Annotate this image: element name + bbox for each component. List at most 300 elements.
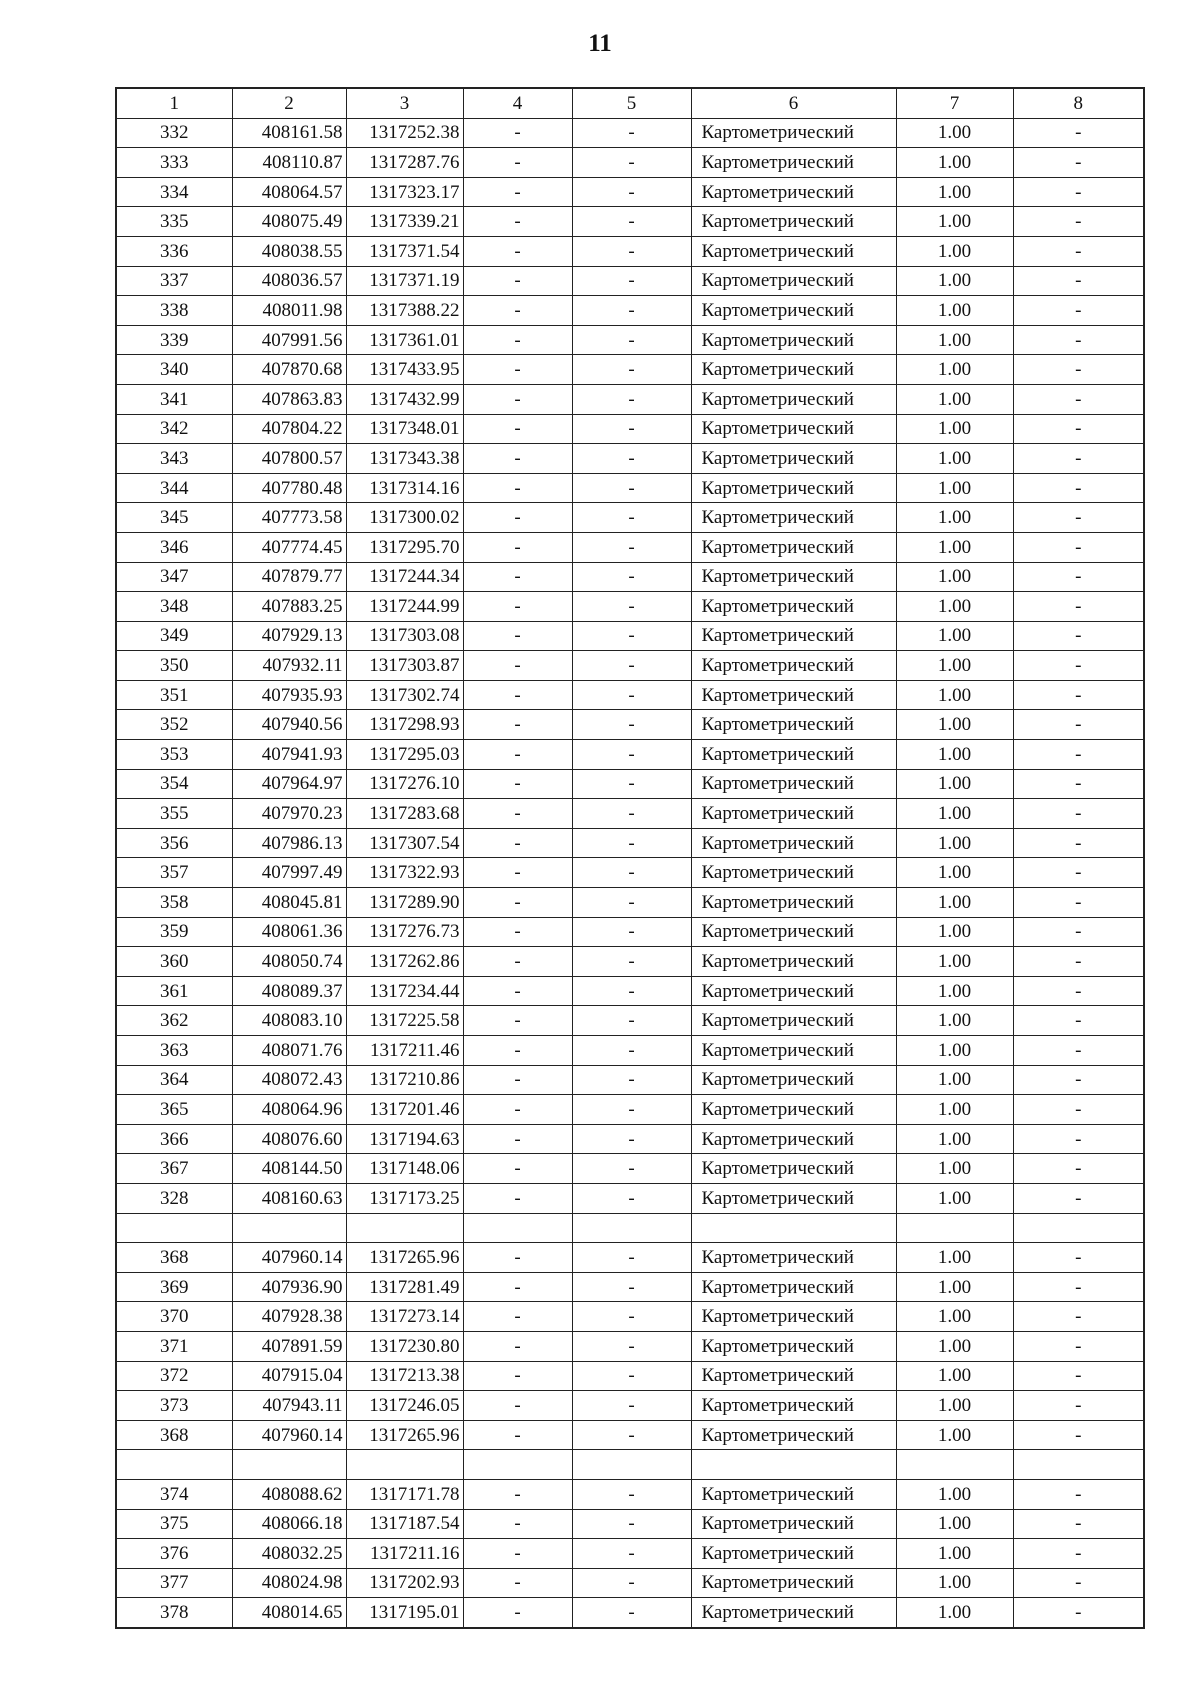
col4-value-cell: -: [463, 444, 572, 474]
accuracy-cell: 1.00: [896, 473, 1013, 503]
col8-value-cell: -: [1013, 888, 1144, 918]
col5-value-cell: -: [572, 1154, 691, 1184]
method-cell: Картометрический: [691, 621, 896, 651]
y-coordinate-cell: 1317234.44: [346, 976, 463, 1006]
point-number-cell: 351: [116, 680, 232, 710]
y-coordinate-cell: 1317244.99: [346, 592, 463, 622]
col5-value-cell: -: [572, 1302, 691, 1332]
x-coordinate-cell: 407941.93: [232, 740, 346, 770]
method-cell: Картометрический: [691, 148, 896, 178]
y-coordinate-cell: 1317371.19: [346, 266, 463, 296]
method-cell: Картометрический: [691, 266, 896, 296]
x-coordinate-cell: 408064.96: [232, 1095, 346, 1125]
x-coordinate-cell: 408075.49: [232, 207, 346, 237]
col4-value-cell: -: [463, 1598, 572, 1628]
col8-value-cell: -: [1013, 1006, 1144, 1036]
table-row: [116, 1479, 1144, 1509]
method-cell: Картометрический: [691, 769, 896, 799]
point-number-cell: 371: [116, 1331, 232, 1361]
col8-value-cell: -: [1013, 177, 1144, 207]
method-cell: Картометрический: [691, 680, 896, 710]
col4-value-cell: -: [463, 1331, 572, 1361]
point-number-cell: 346: [116, 532, 232, 562]
col8-value-cell: -: [1013, 1272, 1144, 1302]
point-number-cell: 349: [116, 621, 232, 651]
accuracy-cell: 1.00: [896, 769, 1013, 799]
col5-value-cell: -: [572, 296, 691, 326]
point-number-cell: 365: [116, 1095, 232, 1125]
col5-value-cell: -: [572, 1036, 691, 1066]
accuracy-cell: 1.00: [896, 266, 1013, 296]
col8-value-cell: -: [1013, 355, 1144, 385]
col8-value-cell: -: [1013, 1331, 1144, 1361]
table-row: [116, 236, 1144, 266]
table-row: [116, 799, 1144, 829]
accuracy-cell: 1.00: [896, 325, 1013, 355]
table-row: [116, 473, 1144, 503]
col4-value-cell: -: [463, 1272, 572, 1302]
x-coordinate-cell: 408050.74: [232, 947, 346, 977]
col4-value-cell: -: [463, 1065, 572, 1095]
col4-value-cell: -: [463, 296, 572, 326]
y-coordinate-cell: 1317388.22: [346, 296, 463, 326]
point-number-cell: 334: [116, 177, 232, 207]
table-row: [116, 1302, 1144, 1332]
point-number-cell: 336: [116, 236, 232, 266]
point-number-cell: 347: [116, 562, 232, 592]
table-row: [116, 1568, 1144, 1598]
table-row: [116, 1420, 1144, 1450]
method-cell: Картометрический: [691, 1598, 896, 1628]
x-coordinate-cell: 407940.56: [232, 710, 346, 740]
point-number-cell: 348: [116, 592, 232, 622]
accuracy-cell: 1.00: [896, 207, 1013, 237]
col4-value-cell: -: [463, 769, 572, 799]
table-row: [116, 621, 1144, 651]
point-number-cell: 372: [116, 1361, 232, 1391]
method-cell: Картометрический: [691, 118, 896, 148]
col8-value-cell: -: [1013, 710, 1144, 740]
x-coordinate-cell: 407932.11: [232, 651, 346, 681]
column-header-8: 8: [1013, 88, 1144, 118]
accuracy-cell: 1.00: [896, 1509, 1013, 1539]
x-coordinate-cell: 407915.04: [232, 1361, 346, 1391]
col4-value-cell: -: [463, 207, 572, 237]
col8-value-cell: -: [1013, 592, 1144, 622]
col8-value-cell: -: [1013, 1479, 1144, 1509]
col5-value-cell: -: [572, 444, 691, 474]
method-cell: Картометрический: [691, 1124, 896, 1154]
x-coordinate-cell: 407773.58: [232, 503, 346, 533]
col5-value-cell: -: [572, 799, 691, 829]
col4-value-cell: -: [463, 355, 572, 385]
x-coordinate-cell: [232, 1213, 346, 1243]
table-row: [116, 118, 1144, 148]
y-coordinate-cell: 1317195.01: [346, 1598, 463, 1628]
y-coordinate-cell: 1317371.54: [346, 236, 463, 266]
accuracy-cell: 1.00: [896, 503, 1013, 533]
col8-value-cell: -: [1013, 621, 1144, 651]
col4-value-cell: -: [463, 384, 572, 414]
method-cell: Картометрический: [691, 1036, 896, 1066]
point-number-cell: 374: [116, 1479, 232, 1509]
table-row: [116, 1539, 1144, 1569]
accuracy-cell: 1.00: [896, 1124, 1013, 1154]
col8-value-cell: -: [1013, 1539, 1144, 1569]
accuracy-cell: [896, 1450, 1013, 1480]
col4-value-cell: -: [463, 1036, 572, 1066]
col8-value-cell: -: [1013, 207, 1144, 237]
x-coordinate-cell: 408011.98: [232, 296, 346, 326]
point-number-cell: 370: [116, 1302, 232, 1332]
col8-value-cell: -: [1013, 947, 1144, 977]
accuracy-cell: 1.00: [896, 1361, 1013, 1391]
accuracy-cell: 1.00: [896, 592, 1013, 622]
col4-value-cell: -: [463, 503, 572, 533]
col8-value-cell: -: [1013, 1302, 1144, 1332]
col8-value-cell: -: [1013, 444, 1144, 474]
y-coordinate-cell: 1317302.74: [346, 680, 463, 710]
col4-value-cell: -: [463, 177, 572, 207]
col4-value-cell: -: [463, 266, 572, 296]
col4-value-cell: -: [463, 1568, 572, 1598]
method-cell: Картометрический: [691, 592, 896, 622]
x-coordinate-cell: 408161.58: [232, 118, 346, 148]
table-row: [116, 1243, 1144, 1273]
table-row: [116, 1598, 1144, 1628]
col8-value-cell: -: [1013, 1183, 1144, 1213]
y-coordinate-cell: 1317295.03: [346, 740, 463, 770]
col8-value-cell: -: [1013, 651, 1144, 681]
blank-separator-row: [116, 1213, 1144, 1243]
accuracy-cell: 1.00: [896, 148, 1013, 178]
col8-value-cell: -: [1013, 1598, 1144, 1628]
col8-value-cell: [1013, 1213, 1144, 1243]
point-number-cell: 369: [116, 1272, 232, 1302]
col5-value-cell: -: [572, 414, 691, 444]
y-coordinate-cell: 1317323.17: [346, 177, 463, 207]
x-coordinate-cell: 408071.76: [232, 1036, 346, 1066]
table-row: [116, 976, 1144, 1006]
col4-value-cell: -: [463, 414, 572, 444]
accuracy-cell: 1.00: [896, 532, 1013, 562]
col5-value-cell: [572, 1450, 691, 1480]
table-row: [116, 1036, 1144, 1066]
method-cell: Картометрический: [691, 236, 896, 266]
point-number-cell: 366: [116, 1124, 232, 1154]
col5-value-cell: -: [572, 118, 691, 148]
x-coordinate-cell: 407928.38: [232, 1302, 346, 1332]
x-coordinate-cell: 407936.90: [232, 1272, 346, 1302]
col4-value-cell: -: [463, 473, 572, 503]
point-number-cell: 377: [116, 1568, 232, 1598]
accuracy-cell: 1.00: [896, 1036, 1013, 1066]
x-coordinate-cell: 407991.56: [232, 325, 346, 355]
column-header-1: 1: [116, 88, 232, 118]
method-cell: Картометрический: [691, 503, 896, 533]
col8-value-cell: -: [1013, 1243, 1144, 1273]
table-row: [116, 769, 1144, 799]
table-row: [116, 414, 1144, 444]
method-cell: Картометрический: [691, 799, 896, 829]
table-row: [116, 1272, 1144, 1302]
method-cell: Картометрический: [691, 1331, 896, 1361]
col8-value-cell: -: [1013, 236, 1144, 266]
method-cell: Картометрический: [691, 532, 896, 562]
x-coordinate-cell: 408036.57: [232, 266, 346, 296]
x-coordinate-cell: 407960.14: [232, 1243, 346, 1273]
y-coordinate-cell: 1317433.95: [346, 355, 463, 385]
col4-value-cell: -: [463, 1302, 572, 1332]
y-coordinate-cell: 1317348.01: [346, 414, 463, 444]
point-number-cell: 352: [116, 710, 232, 740]
col5-value-cell: -: [572, 888, 691, 918]
col5-value-cell: -: [572, 562, 691, 592]
y-coordinate-cell: 1317225.58: [346, 1006, 463, 1036]
point-number-cell: 363: [116, 1036, 232, 1066]
x-coordinate-cell: 408045.81: [232, 888, 346, 918]
column-header-7: 7: [896, 88, 1013, 118]
coordinates-table: [115, 87, 1145, 1629]
col5-value-cell: -: [572, 710, 691, 740]
col5-value-cell: -: [572, 947, 691, 977]
table-row: [116, 680, 1144, 710]
col5-value-cell: -: [572, 680, 691, 710]
x-coordinate-cell: 408144.50: [232, 1154, 346, 1184]
col4-value-cell: -: [463, 1124, 572, 1154]
y-coordinate-cell: 1317187.54: [346, 1509, 463, 1539]
table-row: [116, 207, 1144, 237]
col8-value-cell: -: [1013, 414, 1144, 444]
col8-value-cell: -: [1013, 1124, 1144, 1154]
col4-value-cell: -: [463, 1420, 572, 1450]
col8-value-cell: -: [1013, 296, 1144, 326]
col4-value-cell: -: [463, 1509, 572, 1539]
method-cell: Картометрический: [691, 1420, 896, 1450]
x-coordinate-cell: 407774.45: [232, 532, 346, 562]
y-coordinate-cell: 1317295.70: [346, 532, 463, 562]
table-row: [116, 1509, 1144, 1539]
point-number-cell: 353: [116, 740, 232, 770]
col5-value-cell: -: [572, 532, 691, 562]
accuracy-cell: 1.00: [896, 1272, 1013, 1302]
table-body: [116, 118, 1144, 1628]
accuracy-cell: 1.00: [896, 118, 1013, 148]
accuracy-cell: 1.00: [896, 1568, 1013, 1598]
method-cell: Картометрический: [691, 1479, 896, 1509]
y-coordinate-cell: 1317244.34: [346, 562, 463, 592]
col5-value-cell: -: [572, 473, 691, 503]
column-header-2: 2: [232, 88, 346, 118]
table-row: [116, 355, 1144, 385]
point-number-cell: 364: [116, 1065, 232, 1095]
col5-value-cell: -: [572, 1065, 691, 1095]
col4-value-cell: -: [463, 1154, 572, 1184]
table-row: [116, 888, 1144, 918]
point-number-cell: 356: [116, 828, 232, 858]
method-cell: Картометрический: [691, 976, 896, 1006]
point-number-cell: 378: [116, 1598, 232, 1628]
point-number-cell: [116, 1213, 232, 1243]
point-number-cell: 376: [116, 1539, 232, 1569]
y-coordinate-cell: 1317171.78: [346, 1479, 463, 1509]
col8-value-cell: -: [1013, 680, 1144, 710]
table-row: [116, 266, 1144, 296]
col8-value-cell: -: [1013, 858, 1144, 888]
blank-separator-row: [116, 1450, 1144, 1480]
y-coordinate-cell: 1317262.86: [346, 947, 463, 977]
y-coordinate-cell: 1317148.06: [346, 1154, 463, 1184]
col4-value-cell: -: [463, 1539, 572, 1569]
table-row: [116, 148, 1144, 178]
table-row: [116, 1124, 1144, 1154]
x-coordinate-cell: 407935.93: [232, 680, 346, 710]
table-row: [116, 858, 1144, 888]
col5-value-cell: -: [572, 325, 691, 355]
method-cell: Картометрический: [691, 710, 896, 740]
method-cell: Картометрический: [691, 1568, 896, 1598]
col8-value-cell: [1013, 1450, 1144, 1480]
table-row: [116, 532, 1144, 562]
col4-value-cell: -: [463, 1243, 572, 1273]
x-coordinate-cell: 408072.43: [232, 1065, 346, 1095]
point-number-cell: 361: [116, 976, 232, 1006]
y-coordinate-cell: [346, 1450, 463, 1480]
table-row: [116, 1183, 1144, 1213]
method-cell: Картометрический: [691, 1154, 896, 1184]
method-cell: Картометрический: [691, 325, 896, 355]
y-coordinate-cell: 1317314.16: [346, 473, 463, 503]
method-cell: Картометрический: [691, 355, 896, 385]
col5-value-cell: -: [572, 1006, 691, 1036]
point-number-cell: 360: [116, 947, 232, 977]
point-number-cell: 342: [116, 414, 232, 444]
column-header-3: 3: [346, 88, 463, 118]
x-coordinate-cell: 408083.10: [232, 1006, 346, 1036]
col4-value-cell: -: [463, 858, 572, 888]
col4-value-cell: -: [463, 947, 572, 977]
table-row: [116, 710, 1144, 740]
method-cell: Картометрический: [691, 473, 896, 503]
table-row: [116, 651, 1144, 681]
accuracy-cell: 1.00: [896, 799, 1013, 829]
y-coordinate-cell: 1317343.38: [346, 444, 463, 474]
y-coordinate-cell: 1317339.21: [346, 207, 463, 237]
method-cell: Картометрический: [691, 947, 896, 977]
col4-value-cell: -: [463, 1361, 572, 1391]
page-number: 11: [588, 30, 612, 57]
col5-value-cell: -: [572, 236, 691, 266]
accuracy-cell: 1.00: [896, 1183, 1013, 1213]
point-number-cell: 335: [116, 207, 232, 237]
col5-value-cell: -: [572, 828, 691, 858]
col8-value-cell: -: [1013, 976, 1144, 1006]
x-coordinate-cell: 407997.49: [232, 858, 346, 888]
x-coordinate-cell: 408014.65: [232, 1598, 346, 1628]
column-header-4: 4: [463, 88, 572, 118]
accuracy-cell: 1.00: [896, 1598, 1013, 1628]
accuracy-cell: [896, 1213, 1013, 1243]
col4-value-cell: [463, 1450, 572, 1480]
table-row: [116, 384, 1144, 414]
col8-value-cell: -: [1013, 325, 1144, 355]
y-coordinate-cell: 1317213.38: [346, 1361, 463, 1391]
table-row: [116, 562, 1144, 592]
point-number-cell: 373: [116, 1391, 232, 1421]
col5-value-cell: -: [572, 1361, 691, 1391]
col5-value-cell: -: [572, 503, 691, 533]
x-coordinate-cell: 408032.25: [232, 1539, 346, 1569]
col4-value-cell: -: [463, 710, 572, 740]
col5-value-cell: -: [572, 1509, 691, 1539]
accuracy-cell: 1.00: [896, 355, 1013, 385]
accuracy-cell: 1.00: [896, 947, 1013, 977]
point-number-cell: 332: [116, 118, 232, 148]
method-cell: Картометрический: [691, 296, 896, 326]
table-row: [116, 917, 1144, 947]
table-row: [116, 1331, 1144, 1361]
accuracy-cell: 1.00: [896, 858, 1013, 888]
point-number-cell: 362: [116, 1006, 232, 1036]
table-row: [116, 1006, 1144, 1036]
point-number-cell: 350: [116, 651, 232, 681]
y-coordinate-cell: 1317322.93: [346, 858, 463, 888]
method-cell: Картометрический: [691, 384, 896, 414]
col5-value-cell: -: [572, 1420, 691, 1450]
header-row: [116, 88, 1144, 118]
method-cell: Картометрический: [691, 177, 896, 207]
x-coordinate-cell: 407891.59: [232, 1331, 346, 1361]
col5-value-cell: -: [572, 1243, 691, 1273]
method-cell: [691, 1213, 896, 1243]
col4-value-cell: [463, 1213, 572, 1243]
x-coordinate-cell: 408064.57: [232, 177, 346, 207]
col5-value-cell: -: [572, 621, 691, 651]
accuracy-cell: 1.00: [896, 1331, 1013, 1361]
table-row: [116, 503, 1144, 533]
y-coordinate-cell: 1317202.93: [346, 1568, 463, 1598]
method-cell: Картометрический: [691, 1183, 896, 1213]
method-cell: Картометрический: [691, 917, 896, 947]
col4-value-cell: -: [463, 532, 572, 562]
accuracy-cell: 1.00: [896, 562, 1013, 592]
col5-value-cell: -: [572, 1391, 691, 1421]
y-coordinate-cell: 1317173.25: [346, 1183, 463, 1213]
method-cell: Картометрический: [691, 740, 896, 770]
col8-value-cell: -: [1013, 266, 1144, 296]
col5-value-cell: -: [572, 207, 691, 237]
method-cell: Картометрический: [691, 1361, 896, 1391]
col5-value-cell: -: [572, 1095, 691, 1125]
y-coordinate-cell: 1317300.02: [346, 503, 463, 533]
col4-value-cell: -: [463, 592, 572, 622]
point-number-cell: 339: [116, 325, 232, 355]
accuracy-cell: 1.00: [896, 1243, 1013, 1273]
col8-value-cell: -: [1013, 1154, 1144, 1184]
point-number-cell: 333: [116, 148, 232, 178]
method-cell: Картометрический: [691, 828, 896, 858]
col5-value-cell: -: [572, 769, 691, 799]
accuracy-cell: 1.00: [896, 384, 1013, 414]
table-row: [116, 828, 1144, 858]
x-coordinate-cell: 407883.25: [232, 592, 346, 622]
method-cell: Картометрический: [691, 414, 896, 444]
col8-value-cell: -: [1013, 384, 1144, 414]
col5-value-cell: -: [572, 177, 691, 207]
method-cell: Картометрический: [691, 1006, 896, 1036]
point-number-cell: 358: [116, 888, 232, 918]
point-number-cell: 368: [116, 1420, 232, 1450]
